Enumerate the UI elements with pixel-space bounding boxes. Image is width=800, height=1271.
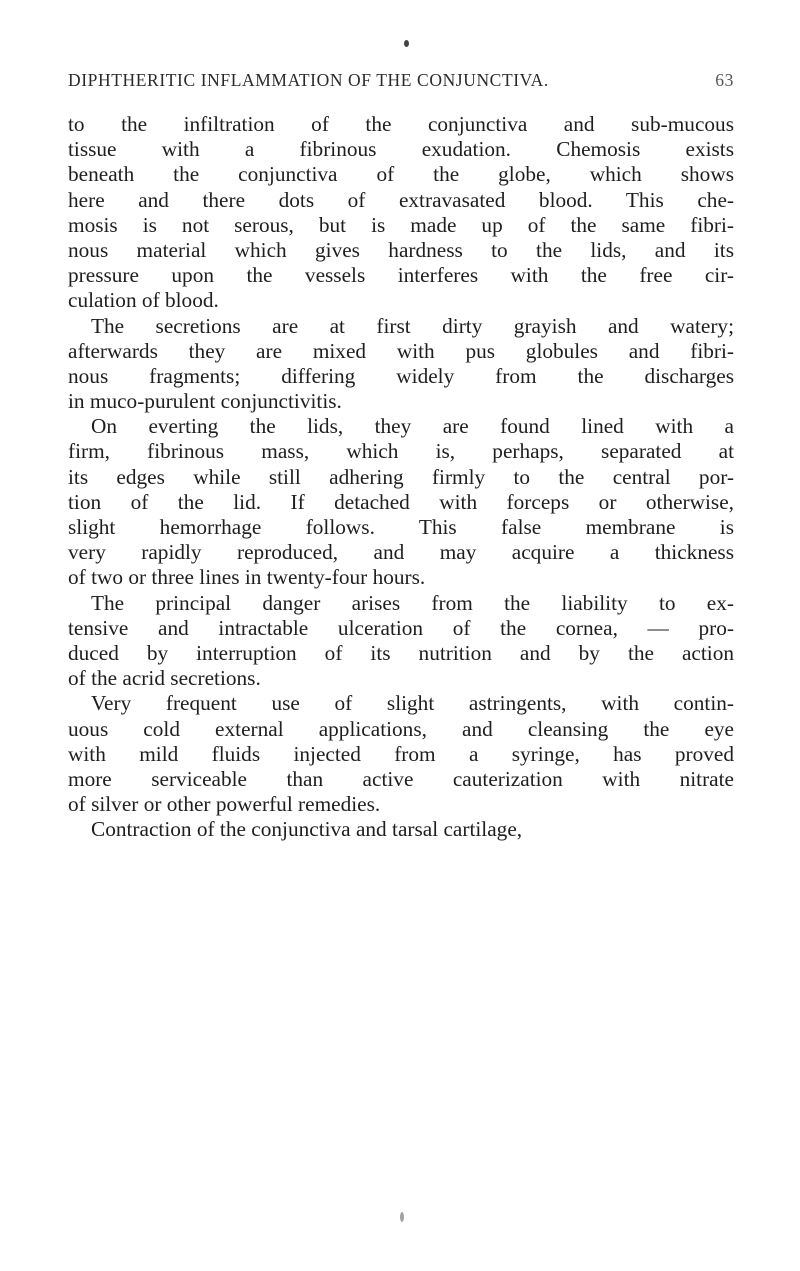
text-line: more serviceable than active cauterization with nitrate [68, 766, 734, 791]
text-line: of two or three lines in twenty-four hours. [68, 565, 426, 590]
running-header [68, 70, 734, 91]
ink-speck-bottom [400, 1212, 404, 1222]
text-line: duced by interruption of its nutrition and by the action [68, 640, 734, 665]
body-text [68, 112, 734, 842]
text-line: of the acrid secretions. [68, 666, 261, 691]
text-line: afterwards they are mixed with pus globules and fibri- [68, 338, 734, 363]
text-line: its edges while still adhering firmly to the central por- [68, 464, 734, 489]
text-line: with mild fluids injected from a syringe, has proved [68, 741, 734, 766]
text-line: tion of the lid. If detached with forceps or otherwise, [68, 489, 734, 514]
text-line: firm, fibrinous mass, which is, perhaps, separated at [68, 439, 734, 464]
text-line: On everting the lids, they are found lined with a [91, 414, 734, 439]
text-line: pressure upon the vessels interferes with the free cir- [68, 263, 734, 288]
text-line: beneath the conjunctiva of the globe, which shows [68, 162, 734, 187]
ink-speck-top [404, 40, 409, 47]
text-line: mosis is not serous, but is made up of the same fibri- [68, 212, 734, 237]
text-line: slight hemorrhage follows. This false membrane is [68, 515, 734, 539]
text-line: of silver or other powerful remedies. [68, 792, 381, 817]
text-line: uous cold external applications, and cleansing the eye [68, 716, 734, 741]
text-line: culation of blood. [68, 288, 219, 313]
text-line: nous fragments; differing widely from the discharges [68, 363, 734, 388]
text-line: in muco-purulent conjunctivitis. [68, 389, 342, 414]
text-line: Contraction of the conjunctiva and tarsal cartilage, [91, 817, 523, 842]
text-line: to the infiltration of the conjunctiva and sub-mucous [68, 112, 734, 136]
text-line: The principal danger arises from the liability to ex- [91, 590, 734, 615]
text-line: here and there dots of extravasated blood. This che- [68, 187, 734, 212]
running-header-title: DIPHTHERITIC INFLAMMATION OF THE CONJUNCTIVA. [68, 70, 549, 90]
page-number: 63 [715, 70, 734, 90]
text-line: very rapidly reproduced, and may acquire a thickness [68, 540, 734, 565]
text-line: nous material which gives hardness to the lids, and its [68, 237, 734, 262]
text-line: tensive and intractable ulceration of the cornea, — pro- [68, 615, 734, 640]
text-line: The secretions are at first dirty grayish and watery; [91, 313, 734, 338]
text-line: Very frequent use of slight astringents, with contin- [91, 691, 734, 716]
text-line: tissue with a fibrinous exudation. Chemosis exists [68, 137, 734, 162]
